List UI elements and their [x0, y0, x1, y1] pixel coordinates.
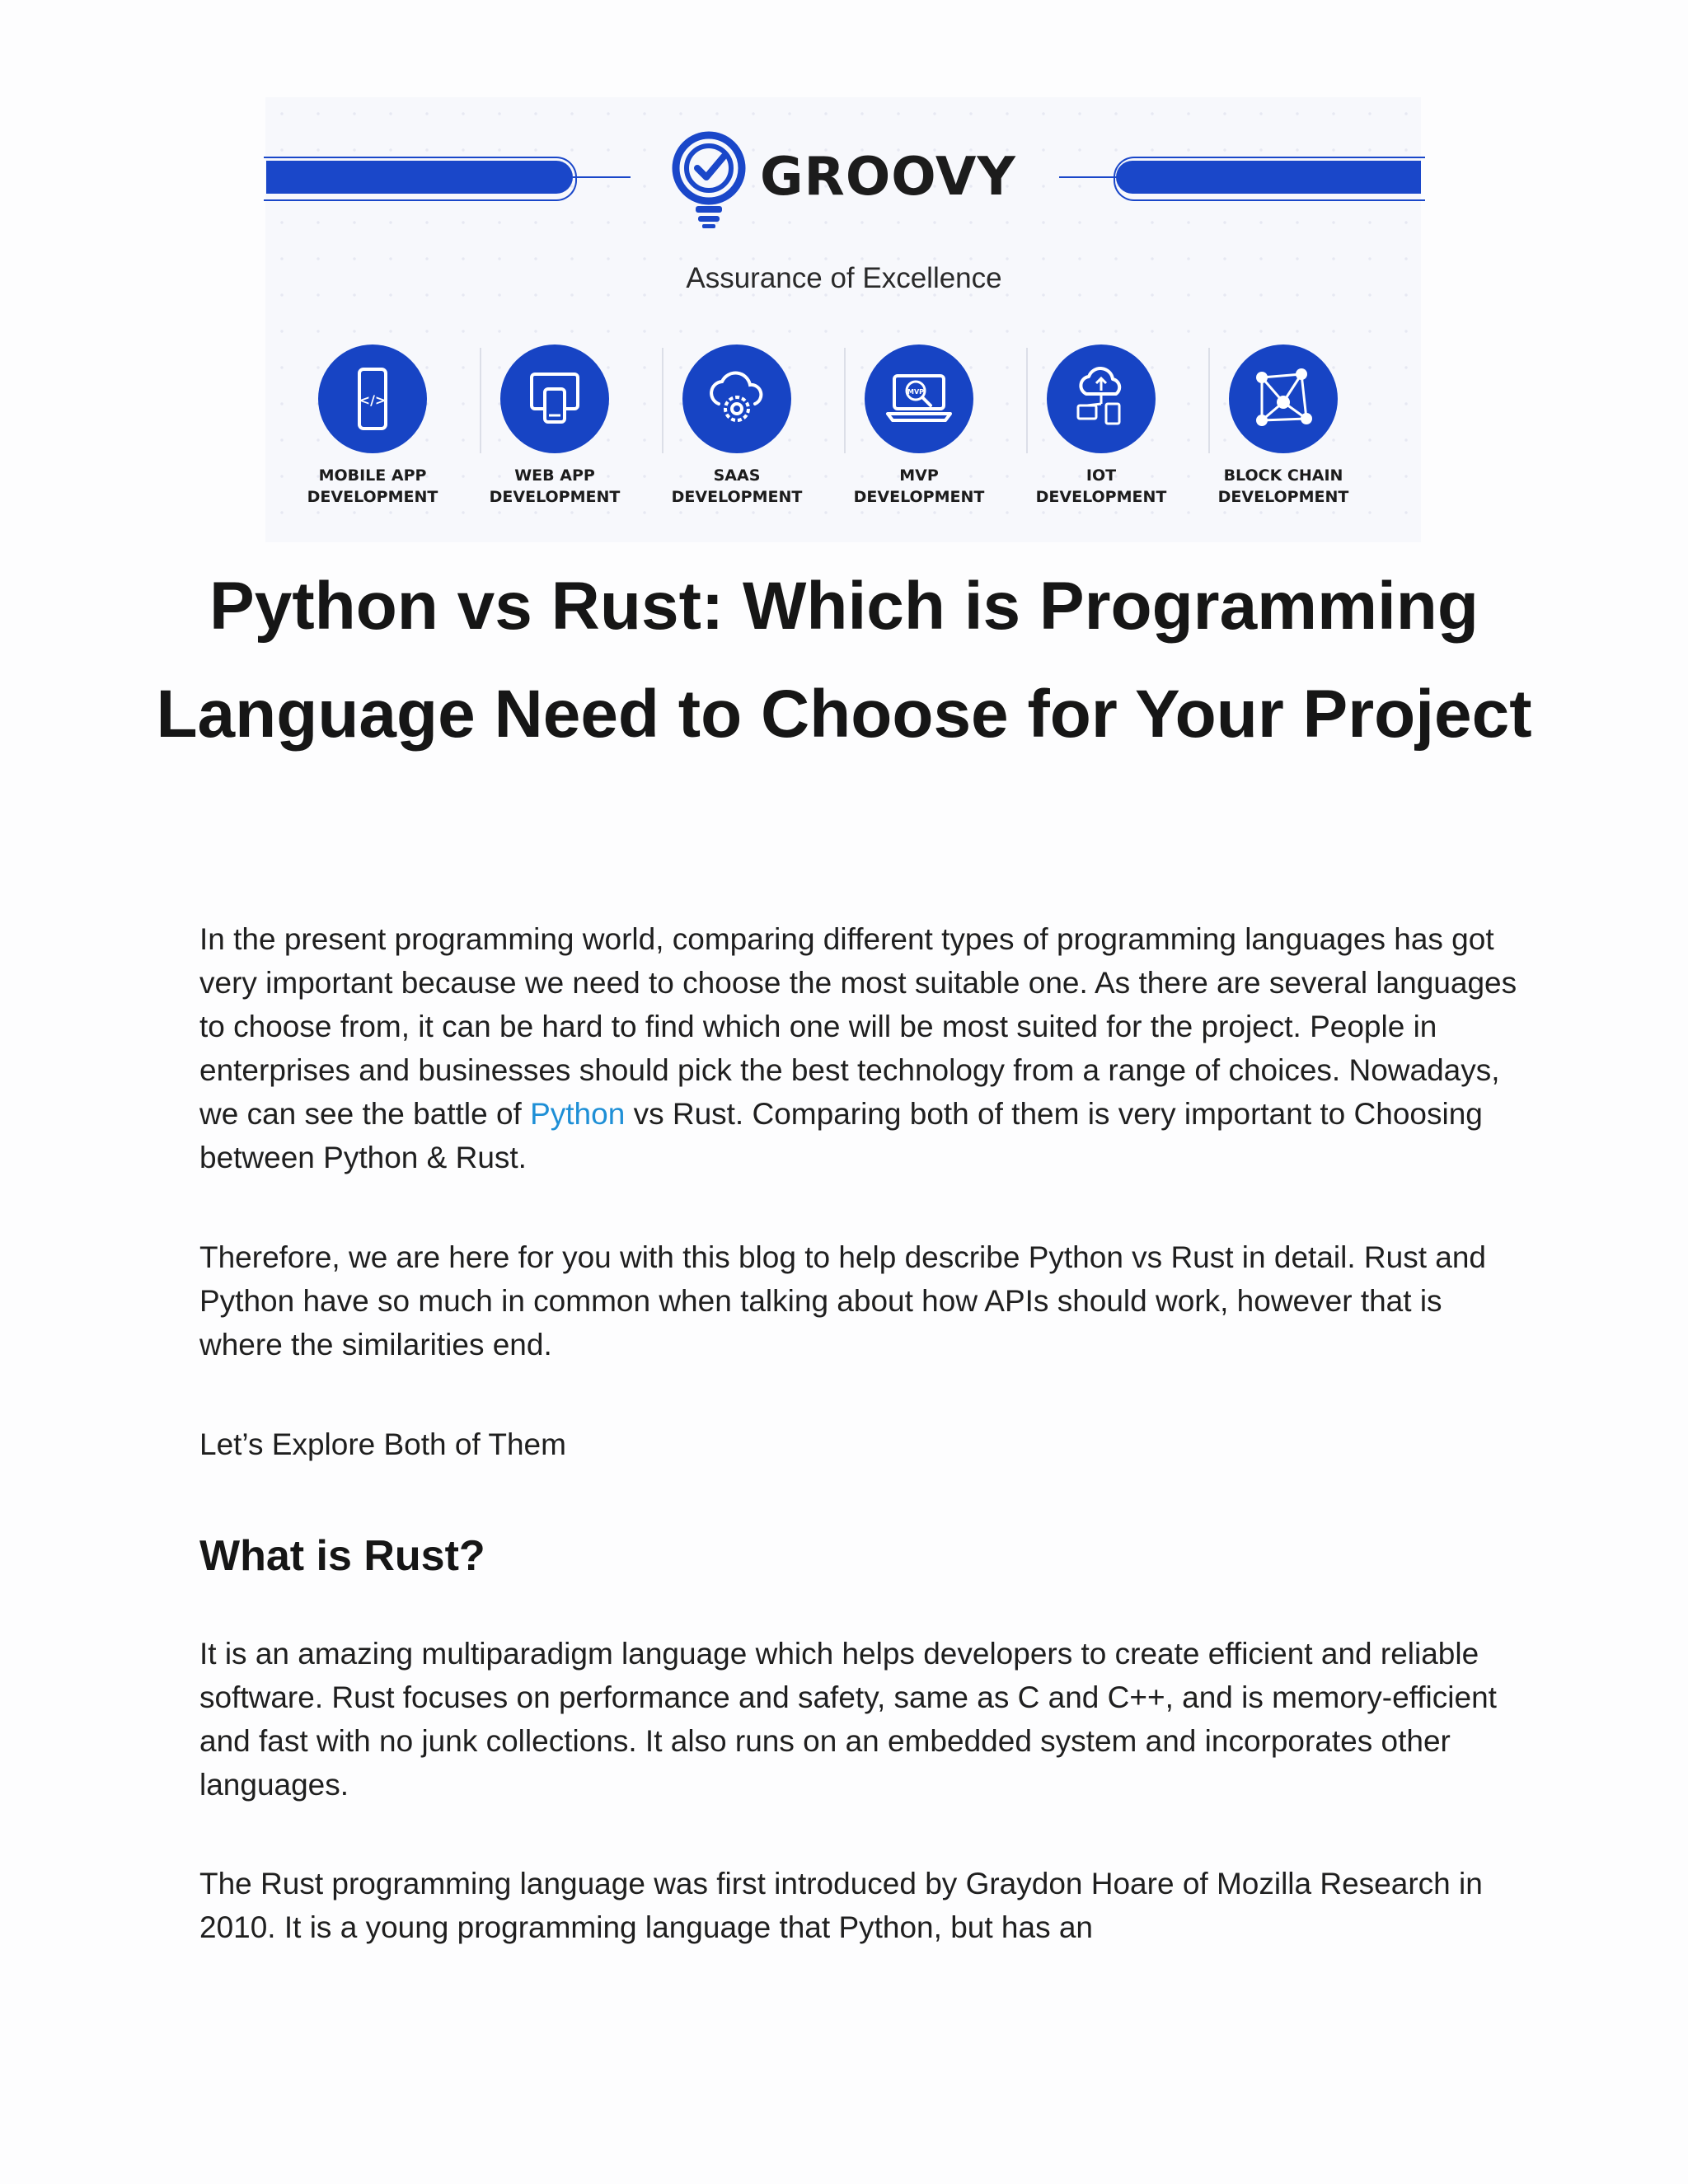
svg-text:</>: </> — [359, 392, 387, 408]
brand-name: GROOVY — [760, 147, 1016, 208]
services-row — [298, 340, 1386, 513]
service-web-app — [481, 340, 629, 513]
cloud-gear-icon — [704, 368, 770, 430]
intro-paragraph — [199, 917, 1518, 1179]
service-label: SAAS DEVELOPMENT — [671, 466, 803, 506]
section-heading-rust: What is Rust? — [199, 1532, 485, 1580]
web-devices-icon — [523, 368, 586, 430]
service-label: MOBILE APP DEVELOPMENT — [307, 466, 438, 506]
service-label: BLOCK CHAIN DEVELOPMENT — [1217, 466, 1349, 506]
rust-history-paragraph: The Rust programming language was first introduced by Graydon Hoare of Mozilla Research in 2010. It is a young programming language that Python, but has an — [199, 1867, 1483, 1944]
banner-line-right — [1059, 176, 1117, 178]
banner-bar-left — [266, 161, 573, 194]
service-label: IOT DEVELOPMENT — [1035, 466, 1167, 506]
service-iot — [1027, 340, 1175, 513]
banner-line-left — [573, 176, 631, 178]
intro-text-after: vs Rust. Comparing both of them is very important to Choosing between Python & Rust. — [199, 1097, 1483, 1174]
service-label: WEB APP DEVELOPMENT — [489, 466, 621, 506]
article-title: Python vs Rust: Which is Programming Language Need to Choose for Your Project — [156, 569, 1532, 752]
banner-bar-right — [1116, 161, 1421, 194]
lightbulb-check-icon — [671, 130, 747, 229]
iot-cloud-icon — [1068, 366, 1134, 432]
explore-line: Let’s Explore Both of Them — [199, 1427, 566, 1461]
service-saas — [663, 340, 811, 513]
blockchain-network-icon — [1250, 366, 1316, 432]
mvp-laptop-icon — [884, 368, 954, 430]
brand-tagline: Assurance of Excellence — [686, 262, 1002, 294]
groovy-logo — [671, 130, 1017, 229]
mobile-code-icon — [344, 366, 401, 432]
service-label: MVP DEVELOPMENT — [853, 466, 985, 506]
rust-paragraph: It is an amazing multiparadigm language which helps developers to create efficient and reliable software. Rust focuses on performance and safety, same as C and C++, and is memory-efficient and fast with no junk collections. It also runs on an embedded system and incorporates other languages. — [199, 1637, 1497, 1802]
service-mvp — [845, 340, 993, 513]
service-blockchain — [1209, 340, 1357, 513]
svg-text:MVP: MVP — [907, 388, 925, 396]
python-link[interactable]: Python — [530, 1097, 626, 1131]
intro-text-before: In the present programming world, comparing different types of programming languages has got very important because we need to choose the most suitable one. As there are several languages to choose from, it can be hard to find which one will be most suited for the project. People in enterprises and businesses should pick the best technology from a range of choices. Nowadays, we can see the battle of — [199, 922, 1517, 1131]
service-mobile-app — [298, 340, 447, 513]
detail-paragraph: Therefore, we are here for you with this blog to help describe Python vs Rust in detail. Rust and Python have so much in common when talking about how APIs should work, however that is where the similarities end. — [199, 1240, 1486, 1361]
